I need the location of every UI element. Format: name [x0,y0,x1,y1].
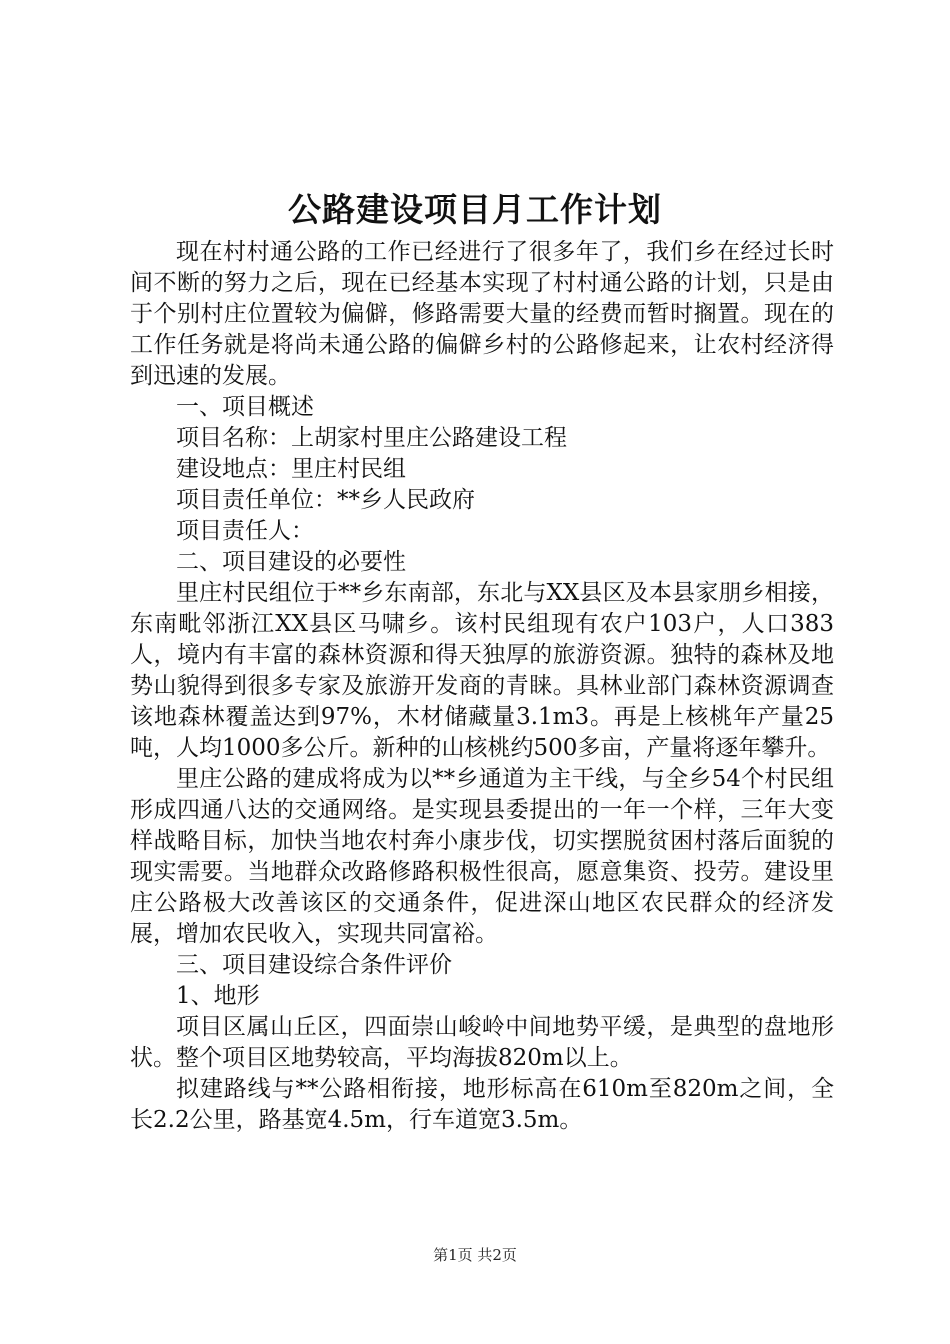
section-heading: 二、项目建设的必要性 [176,549,406,575]
section-heading: 一、项目概述 [176,394,314,420]
paragraph: 里庄村民组位于**乡东南部，东北与XX县区及本县家朋乡相接，东南毗邻浙江XX县区马啸乡。该村民组现有农户103户，人口383人，境内有丰富的森林资源和得天独厚的旅游资源。独特的森林及地势山貌得到很多专家及旅游开发商的青睐。具林业部门森林资源调查该地森林覆盖达到97%，木材储藏量3.1m3。再是上核桃年产量25吨，人均1000多公斤。新种的山核桃约500多亩，产量将逐年攀升。 [130,580,834,761]
paragraph: 现在村村通公路的工作已经进行了很多年了，我们乡在经过长时间不断的努力之后，现在已经基本实现了村村通公路的计划，只是由于个别村庄位置较为偏僻，修路需要大量的经费而暂时搁置。现在的工作任务就是将尚未通公路的偏僻乡村的公路修起来，让农村经济得到迅速的发展。 [130,239,834,389]
paragraph: 建设地点：里庄村民组 [176,456,406,482]
paragraph: 项目责任人： [176,518,314,544]
page-footer: 第1页 共2页 [433,1246,517,1264]
document-title: 公路建设项目月工作计划 [288,190,662,229]
section-heading: 三、项目建设综合条件评价 [176,952,452,978]
document-body [130,237,834,1136]
paragraph: 拟建路线与**公路相衔接，地形标高在610m至820m之间，全长2.2公里，路基宽4.5m，行车道宽3.5m。 [130,1076,834,1133]
paragraph: 项目责任单位：**乡人民政府 [176,487,475,513]
paragraph: 项目名称：上胡家村里庄公路建设工程 [176,425,567,451]
paragraph: 项目区属山丘区，四面崇山峻岭中间地势平缓，是典型的盘地形状。整个项目区地势较高，平均海拔820m以上。 [130,1014,834,1071]
paragraph: 里庄公路的建成将成为以**乡通道为主干线，与全乡54个村民组形成四通八达的交通网络。是实现县委提出的一年一个样，三年大变样战略目标，加快当地农村奔小康步伐，切实摆脱贫困村落后面貌的现实需要。当地群众改路修路积极性很高，愿意集资、投劳。建设里庄公路极大改善该区的交通条件，促进深山地区农民群众的经济发展，增加农民收入，实现共同富裕。 [130,766,834,947]
subsection-heading: 1、地形 [176,983,260,1009]
